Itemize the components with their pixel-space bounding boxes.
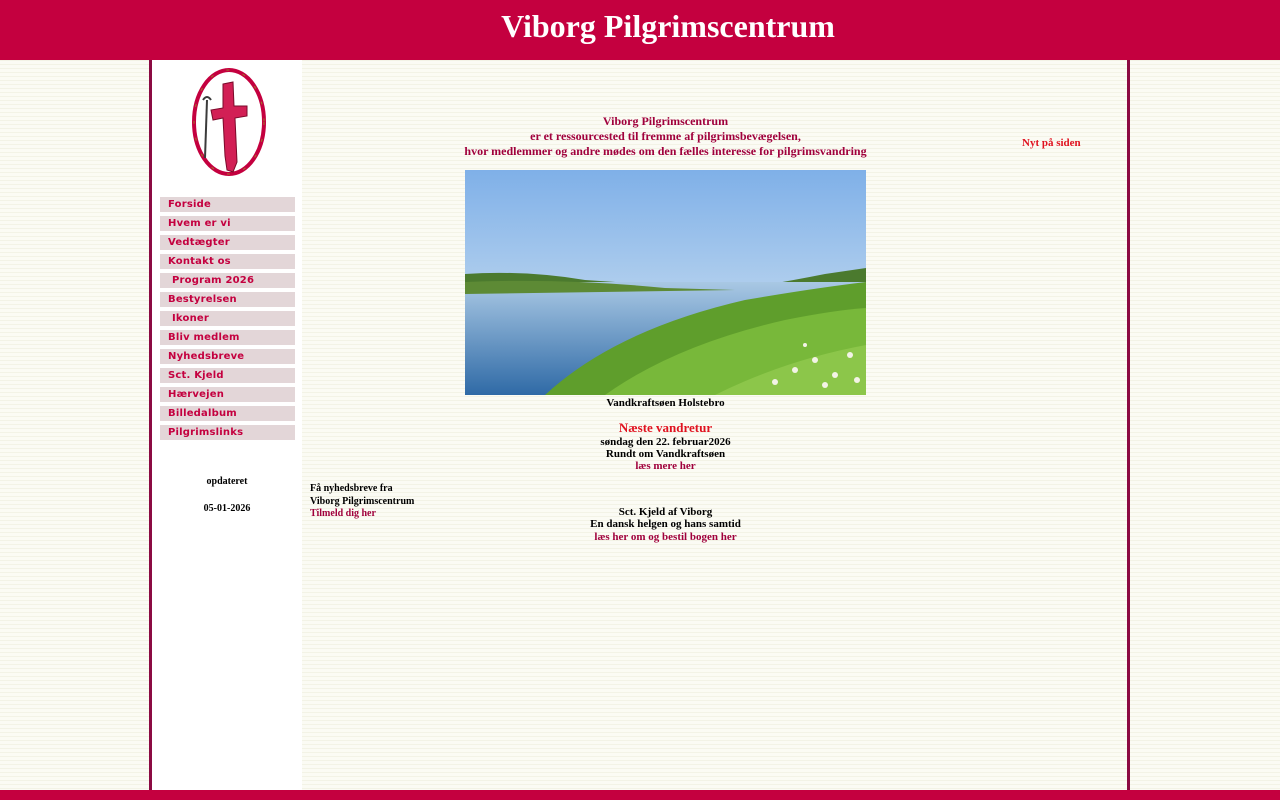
pilgrim-cross-logo-icon[interactable]	[189, 66, 269, 178]
nav-item-bliv-medlem[interactable]: Bliv medlem	[160, 330, 295, 345]
main-nav	[160, 197, 295, 444]
book-order-link[interactable]: læs her om og bestil bogen her	[594, 531, 737, 543]
site-header	[0, 0, 1280, 60]
nav-item-nyhedsbreve[interactable]: Nyhedsbreve	[160, 349, 295, 364]
nav-item-vedtaegter[interactable]: Vedtægter	[160, 235, 295, 250]
nav-item-program-2026[interactable]: Program 2026	[160, 273, 295, 288]
newsletter-signup-link[interactable]: Tilmeld dig her	[310, 508, 376, 519]
nav-item-bestyrelsen[interactable]: Bestyrelsen	[160, 292, 295, 307]
newsletter-line-1: Få nyhedsbreve fra	[310, 483, 393, 494]
next-walk-read-more-link[interactable]: læs mere her	[635, 460, 696, 472]
sidebar	[152, 60, 302, 790]
nav-item-sct-kjeld[interactable]: Sct. Kjeld	[160, 368, 295, 383]
nav-item-pilgrimslinks[interactable]: Pilgrimslinks	[160, 425, 295, 440]
next-walk-date: søndag den 22. februar2026	[600, 436, 731, 448]
intro-line-1: Viborg Pilgrimscentrum	[602, 114, 729, 128]
footer-bar	[0, 790, 1280, 800]
site-title: Viborg Pilgrimscentrum	[501, 8, 835, 44]
intro-line-3: hvor medlemmer og andre mødes om den fælles interesse for pilgrimsvandring	[464, 144, 867, 158]
nav-item-ikoner[interactable]: Ikoner	[160, 311, 295, 326]
newsletter-line-2: Viborg Pilgrimscentrum	[310, 496, 415, 507]
news-link[interactable]: Nyt på siden	[1022, 137, 1081, 149]
nav-item-billedalbum[interactable]: Billedalbum	[160, 406, 295, 421]
nav-item-kontakt-os[interactable]: Kontakt os	[160, 254, 295, 269]
nav-item-hvem-er-vi[interactable]: Hvem er vi	[160, 216, 295, 231]
book-title: Sct. Kjeld af Viborg	[618, 506, 713, 518]
next-walk-route: Rundt om Vandkraftsøen	[605, 448, 726, 460]
lake-photo	[465, 170, 866, 395]
book-subtitle: En dansk helgen og hans samtid	[590, 518, 741, 530]
nav-item-forside[interactable]: Forside	[160, 197, 295, 212]
nav-item-haervejen[interactable]: Hærvejen	[160, 387, 295, 402]
next-walk-title: Næste vandretur	[618, 420, 713, 435]
photo-caption: Vandkraftsøen Holstebro	[606, 397, 725, 409]
updated-date: 05-01-2026	[203, 503, 251, 514]
intro-text	[400, 114, 931, 159]
intro-line-2: er et ressourcested til fremme af pilgrimsbevægelsen,	[530, 129, 801, 143]
right-divider	[1127, 60, 1130, 790]
updated-label: opdateret	[206, 476, 248, 487]
